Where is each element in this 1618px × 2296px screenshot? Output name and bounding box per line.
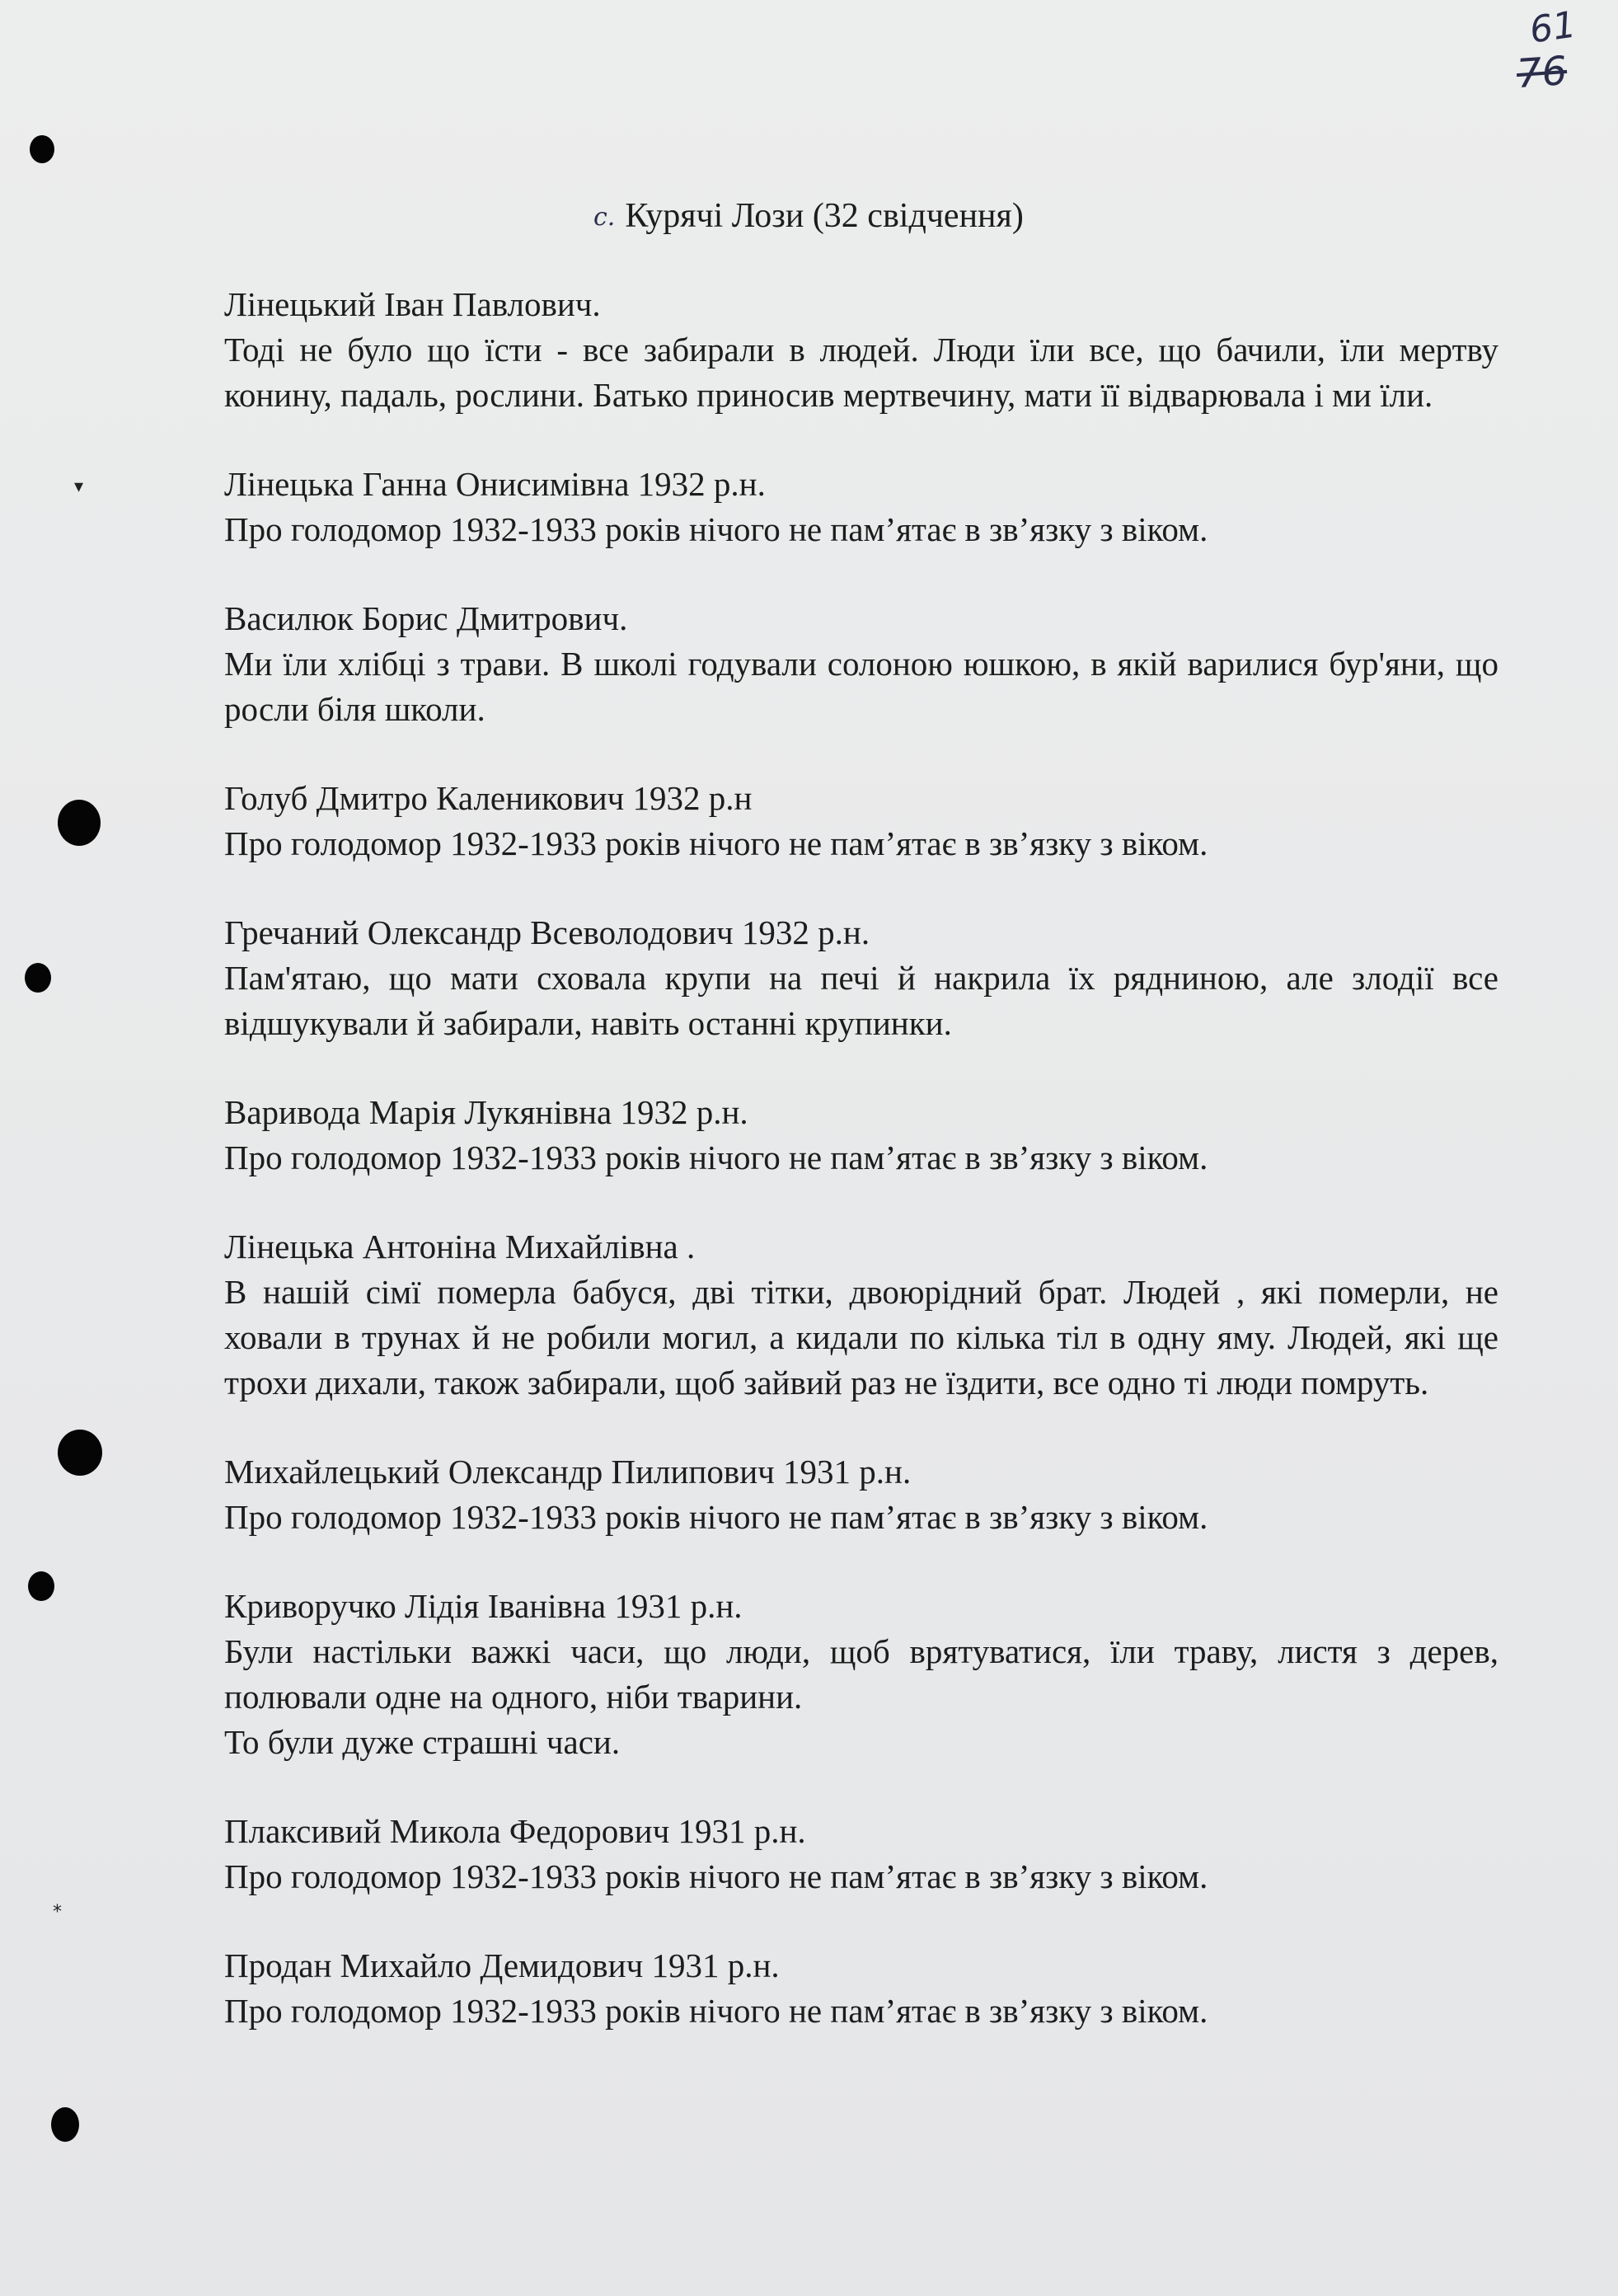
testimony-text: Про голодомор 1932-1933 років нічого не пам’ятає в зв’язку з віком. bbox=[224, 1139, 1208, 1176]
witness-name: Михайлецький Олександр Пилипович 1931 р.н. bbox=[224, 1453, 912, 1491]
testimony-text: Були настільки важкі часи, що люди, щоб врятуватися, їли траву, листя з дерев, полювали одне на одного, ніби тварини. bbox=[224, 1632, 1498, 1716]
handwritten-page-number bbox=[1508, 3, 1599, 98]
testimony-entry bbox=[224, 282, 1498, 418]
title-text: Курячі Лози (32 свідчення) bbox=[625, 197, 1024, 235]
punch-hole-icon bbox=[28, 1571, 54, 1601]
witness-name: Василюк Борис Дмитрович. bbox=[224, 599, 628, 637]
punch-hole-icon bbox=[30, 135, 54, 163]
punch-hole-icon bbox=[58, 800, 101, 846]
testimony-text: Про голодомор 1932-1933 років нічого не пам’ятає в зв’язку з віком. bbox=[224, 1992, 1208, 2030]
document-title bbox=[593, 196, 1024, 236]
page-number-primary: 61 bbox=[1527, 3, 1579, 52]
witness-name: Голуб Дмитро Каленикович 1932 р.н bbox=[224, 779, 753, 817]
testimony-entry bbox=[224, 1090, 1498, 1181]
testimony-entry bbox=[224, 776, 1498, 866]
punch-hole-icon bbox=[25, 963, 51, 993]
testimony-entry bbox=[224, 1809, 1498, 1899]
testimony-entry bbox=[224, 1449, 1498, 1540]
testimony-text: Тоді не було що їсти - все забирали в людей. Люди їли все, що бачили, їли мертву конину, падаль, рослини. Батько приносив мертвечину, мати її відварювала і ми їли. bbox=[224, 331, 1498, 414]
stray-mark-icon: ▾ bbox=[74, 477, 84, 497]
testimony-text: Про голодомор 1932-1933 років нічого не пам’ятає в зв’язку з віком. bbox=[224, 1498, 1208, 1536]
title-prefix: с. bbox=[593, 203, 616, 232]
witness-name: Продан Михайло Демидович 1931 р.н. bbox=[224, 1946, 780, 1984]
testimony-text: Про голодомор 1932-1933 років нічого не пам’ятає в зв’язку з віком. bbox=[224, 1857, 1208, 1895]
testimony-list bbox=[224, 282, 1498, 2078]
punch-hole-icon bbox=[58, 1430, 102, 1476]
testimony-text-continued: То були дуже страшні часи. bbox=[224, 1723, 621, 1761]
stray-mark-icon: ⁎ bbox=[53, 1896, 62, 1917]
testimony-text: Про голодомор 1932-1933 років нічого не пам’ятає в зв’язку з віком. bbox=[224, 510, 1208, 548]
witness-name: Криворучко Лідія Іванівна 1931 р.н. bbox=[224, 1587, 743, 1625]
testimony-entry bbox=[224, 1943, 1498, 2034]
testimony-entry bbox=[224, 1584, 1498, 1765]
testimony-text: В нашій сімї померла бабуся, дві тітки, двоюрідний брат. Людей , які померли, не ховали в трунах й не робили могил, а кидали по кілька тіл в одну яму. Людей, які ще трохи дихали, також забирали, щоб зайвий раз не їздити, все одно ті люди помруть. bbox=[224, 1273, 1498, 1402]
witness-name: Плаксивий Микола Федорович 1931 р.н. bbox=[224, 1812, 806, 1850]
punch-hole-icon bbox=[51, 2107, 79, 2142]
testimony-entry bbox=[224, 1224, 1498, 1406]
witness-name: Гречаний Олександр Всеволодович 1932 р.н. bbox=[224, 913, 870, 951]
testimony-text: Ми їли хлібці з трави. В школі годували солоною юшкою, в якій варилися бур'яни, що росли біля школи. bbox=[224, 645, 1498, 728]
witness-name: Лінецький Іван Павлович. bbox=[224, 285, 601, 323]
witness-name: Лінецька Ганна Онисимівна 1932 р.н. bbox=[224, 465, 766, 503]
testimony-entry bbox=[224, 596, 1498, 732]
testimony-text: Пам'ятаю, що мати сховала крупи на печі й накрила їх рядниною, але злодії все відшукували й забирали, навіть останні крупинки. bbox=[224, 959, 1498, 1042]
testimony-text: Про голодомор 1932-1933 років нічого не пам’ятає в зв’язку з віком. bbox=[224, 824, 1208, 862]
testimony-entry bbox=[224, 910, 1498, 1046]
page-number-secondary: 76 bbox=[1515, 47, 1569, 98]
witness-name: Варивода Марія Лукянівна 1932 р.н. bbox=[224, 1093, 748, 1131]
testimony-entry bbox=[224, 462, 1498, 552]
witness-name: Лінецька Антоніна Михайлівна . bbox=[224, 1228, 696, 1265]
